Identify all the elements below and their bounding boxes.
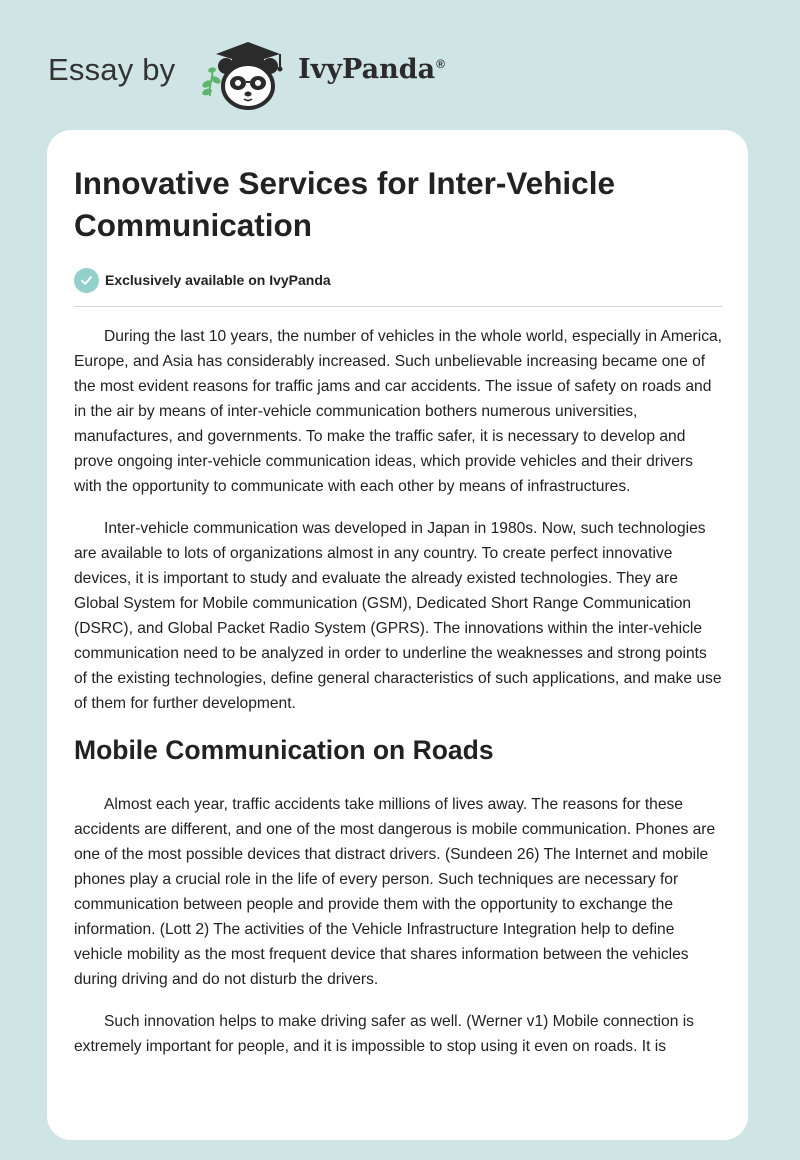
brand-text: IvyPanda	[298, 54, 436, 85]
exclusive-badge-label: Exclusively available on IvyPanda	[105, 272, 331, 288]
site-header	[48, 30, 648, 110]
essay-title: Innovative Services for Inter-Vehicle Communication	[74, 165, 615, 243]
essay-body	[74, 324, 722, 1059]
divider	[74, 306, 722, 307]
panda-graduate-icon[interactable]	[200, 36, 290, 112]
essay-content	[74, 162, 722, 1076]
registered-mark: ®	[436, 57, 445, 71]
paragraph: Almost each year, traffic accidents take millions of lives away. The reasons for these accidents are different, and one of the most dangerous is mobile communication. Phones are one of the most possible devices that distract drivers. (Sundeen 26) The Internet and mobile phones play a crucial role in the life of every person. Such techniques are necessary for communication between people and provide them with the opportunity to exchange the information. (Lott 2) The activities of the Vehicle Infrastructure Integration help to define vehicle mobility as the most frequent device that shares information between the vehicles during driving and do not disturb the drivers.	[74, 796, 716, 988]
brand-name[interactable]	[298, 54, 445, 85]
section-heading: Mobile Communication on Roads	[74, 735, 494, 765]
check-icon	[74, 268, 99, 293]
essay-by-label: Essay by	[48, 52, 176, 87]
paragraph: Such innovation helps to make driving safer as well. (Werner v1) Mobile connection is extremely important for people, and it is impossible to stop using it even on roads. It is	[74, 1013, 694, 1055]
paragraph: During the last 10 years, the number of vehicles in the whole world, especially in America, Europe, and Asia has considerably increased. Such unbelievable increasing became one of the most evident reasons for traffic jams and car accidents. The issue of safety on roads and in the air by means of inter-vehicle communication bothers numerous universities, manufactures, and governments. To make the traffic safer, it is necessary to develop and prove ongoing inter-vehicle communication ideas, which provide vehicles and their drivers with the opportunity to communicate with each other by means of infrastructures.	[74, 328, 722, 495]
paragraph: Inter-vehicle communication was developed in Japan in 1980s. Now, such technologies are available to lots of organizations almost in any country. To create perfect innovative devices, it is important to study and evaluate the already existed technologies. They are Global System for Mobile communication (GSM), Dedicated Short Range Communication (DSRC), and Global Packet Radio System (GPRS). The innovations within the inter-vehicle communication need to be analyzed in order to underline the weaknesses and strong points of the existing technologies, define general characteristics of such applications, and make use of them for further development.	[74, 520, 722, 712]
exclusive-badge	[74, 266, 722, 294]
essay-card	[47, 130, 748, 1140]
